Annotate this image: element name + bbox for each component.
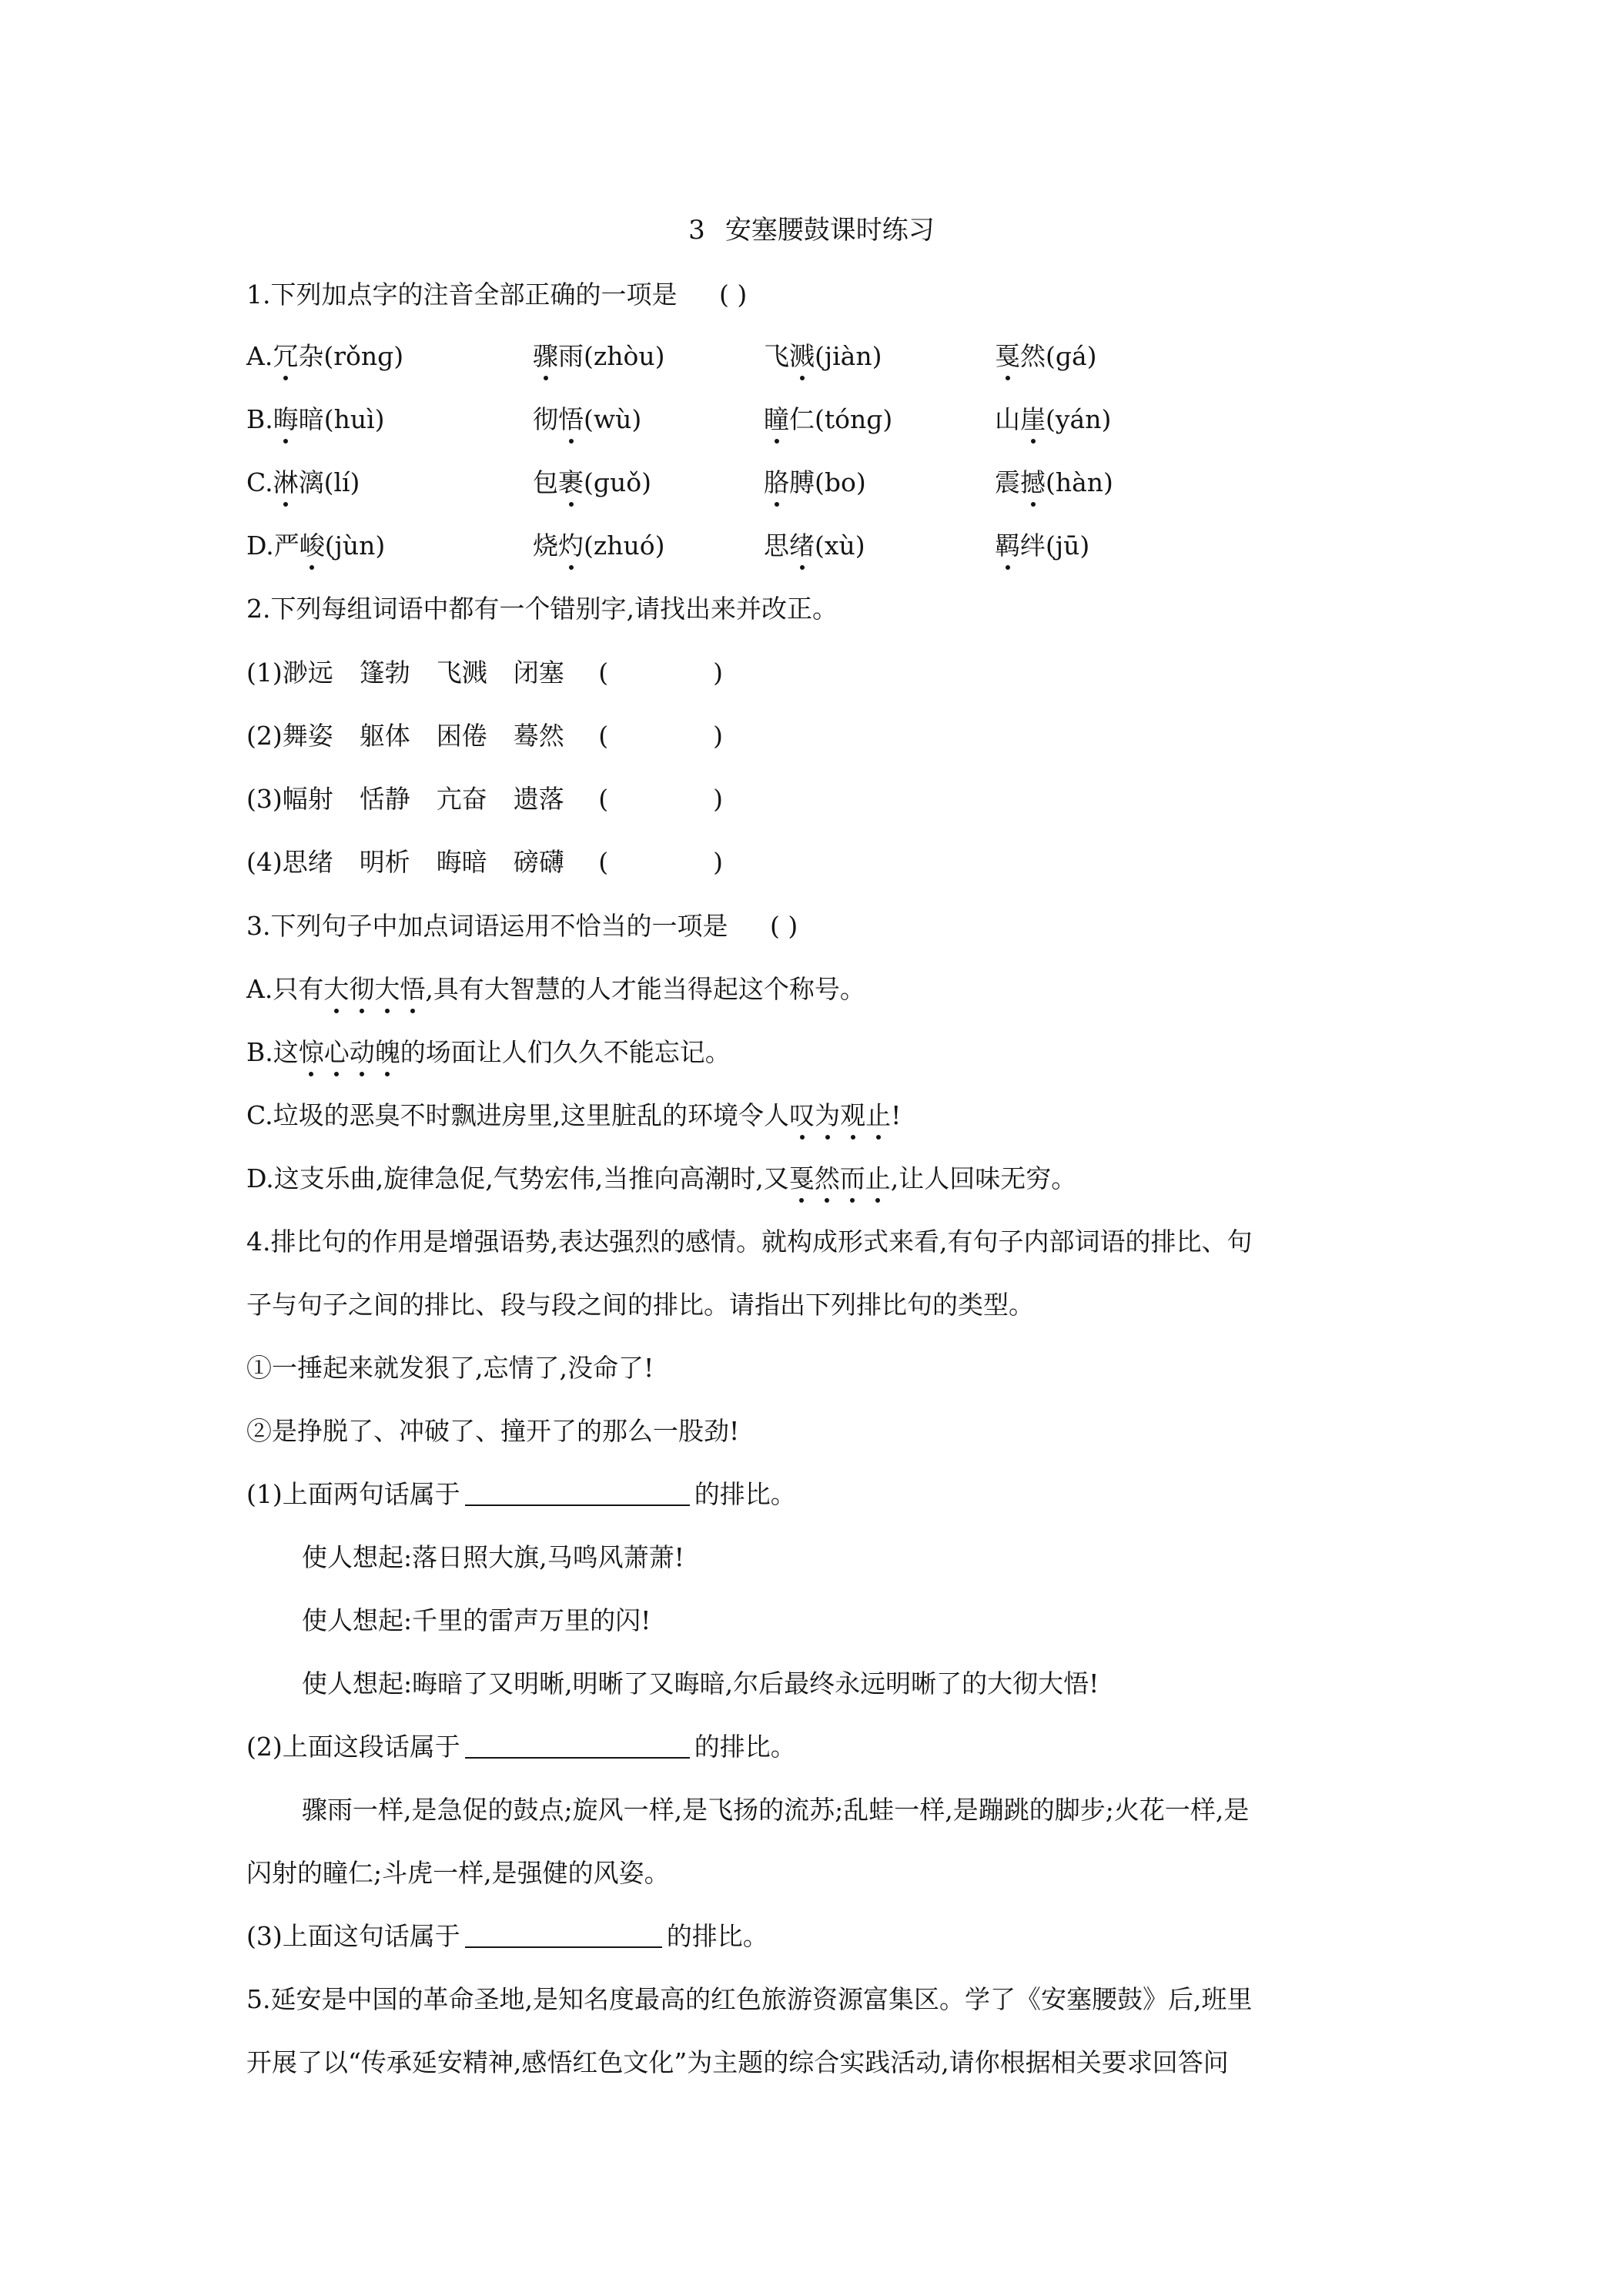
option-item: A.冗杂(rǒnɡ) [246, 339, 403, 374]
q4-stem-line-2: 子与句子之间的排比、段与段之间的排比。请指出下列排比句的类型。 [246, 1290, 1034, 1320]
option-item: 骤雨(zhòu) [533, 339, 665, 374]
emphasis-char: 止 [865, 1098, 891, 1133]
q4-answer-2: (2)上面这段话属于 的排比。 [246, 1732, 796, 1762]
emphasis-char: 叹 [789, 1098, 815, 1133]
q4-passage-line-1: 骤雨一样,是急促的鼓点;旋风一样,是飞扬的流苏;乱蛙一样,是蹦跳的脚步;火花一样,是 [302, 1795, 1250, 1825]
q2-stem: 2.下列每组词语中都有一个错别字,请找出来并改正。 [246, 594, 838, 624]
option-item: 包裹(ɡuǒ) [533, 465, 651, 500]
emphasis-char: 彻 [349, 972, 374, 1007]
q3-stem: 3.下列句子中加点词语运用不恰当的一项是 ( ) [246, 911, 798, 941]
q4-stem-line-1: 4.排比句的作用是增强语势,表达强烈的感情。就构成形式来看,有句子内部词语的排比、句 [246, 1227, 1253, 1257]
emphasis-char: 悟 [400, 972, 425, 1007]
q3-option-d: D.这支乐曲,旋律急促,气势宏伟,当推向高潮时,又戛然而止,让人回味无穷。 [246, 1161, 1076, 1197]
option-item: 胳膊(bo) [764, 465, 866, 500]
emphasized-word [789, 1100, 891, 1130]
q4-paragraph-line: 使人想起:落日照大旗,马鸣风萧萧! [302, 1542, 684, 1572]
answer-paren: ( ) [598, 658, 723, 688]
emphasized-word [299, 1037, 400, 1067]
answer-blank[interactable] [465, 1478, 690, 1506]
emphasis-char: 为 [815, 1098, 840, 1133]
option-item: 瞳仁(tónɡ) [764, 402, 892, 437]
q1-option-b [246, 402, 1401, 437]
emphasized-word [789, 1163, 891, 1193]
emphasis-char: 而 [840, 1161, 865, 1197]
emphasis-char: 惊 [299, 1035, 324, 1070]
option-item: D.严峻(jùn) [246, 528, 385, 564]
emphasis-char: 然 [815, 1161, 840, 1197]
q3-option-b: B.这惊心动魄的场面让人们久久不能忘记。 [246, 1035, 731, 1070]
option-item: 飞溅(jiàn) [764, 339, 882, 374]
q2-group-4: (4)思绪 明析 晦暗 磅礴 ( ) [246, 845, 723, 880]
option-item: 烧灼(zhuó) [533, 528, 665, 564]
option-item: B.晦暗(huì) [246, 402, 385, 437]
emphasis-char: 止 [865, 1161, 891, 1197]
answer-blank[interactable] [465, 1731, 690, 1759]
emphasis-char: 动 [350, 1035, 375, 1070]
q4-sentence-2: ②是挣脱了、冲破了、撞开了的那么一股劲! [246, 1416, 740, 1446]
answer-paren: ( ) [598, 721, 723, 751]
answer-paren: ( ) [719, 279, 748, 310]
option-item: 震撼(hàn) [995, 465, 1113, 500]
page-title [0, 213, 1623, 248]
q1-option-c [246, 465, 1401, 500]
option-item: C.淋漓(lí) [246, 465, 360, 500]
q4-answer-3: (3)上面这句话属于 的排比。 [246, 1921, 768, 1951]
emphasis-char: 心 [324, 1035, 350, 1070]
q1-stem: 1.下列加点字的注音全部正确的一项是 ( ) [246, 279, 748, 310]
q1-option-a [246, 339, 1401, 374]
option-item: 思绪(xù) [764, 528, 865, 564]
emphasis-char: 大 [323, 972, 349, 1007]
emphasized-word [323, 974, 425, 1004]
q4-passage-line-2: 闪射的瞳仁;斗虎一样,是强健的风姿。 [246, 1858, 670, 1888]
answer-paren: ( ) [598, 847, 723, 877]
emphasis-char: 大 [374, 972, 400, 1007]
option-item: 羁绊(jū) [995, 528, 1089, 564]
q2-group-2: (2)舞姿 躯体 困倦 蓦然 ( ) [246, 718, 723, 754]
q4-paragraph-line: 使人想起:晦暗了又明晰,明晰了又晦暗,尔后最终永远明晰了的大彻大悟! [302, 1668, 1099, 1699]
q4-sentence-1: ①一捶起来就发狠了,忘情了,没命了! [246, 1353, 654, 1383]
q5-line-1: 5.延安是中国的革命圣地,是知名度最高的红色旅游资源富集区。学了《安塞腰鼓》后,班里 [246, 1984, 1253, 2014]
emphasis-char: 观 [840, 1098, 865, 1133]
q4-paragraph-line: 使人想起:千里的雷声万里的闪! [302, 1605, 651, 1635]
option-item: 山崖(yán) [995, 402, 1111, 437]
q3-option-c: C.垃圾的恶臭不时飘进房里,这里脏乱的环境令人叹为观止! [246, 1098, 901, 1133]
answer-blank[interactable] [465, 1920, 662, 1948]
q3-option-a: A.只有大彻大悟,具有大智慧的人才能当得起这个称号。 [246, 972, 865, 1007]
q1-option-d [246, 528, 1401, 564]
lesson-number: 3 [688, 215, 705, 246]
lesson-title: 安塞腰鼓课时练习 [724, 215, 935, 246]
q2-group-1: (1)渺远 篷勃 飞溅 闭塞 ( ) [246, 655, 723, 691]
option-item: 戛然(ɡá) [995, 339, 1097, 374]
emphasis-char: 戛 [789, 1161, 815, 1197]
option-item: 彻悟(wù) [533, 402, 641, 437]
q4-answer-1: (1)上面两句话属于 的排比。 [246, 1479, 796, 1509]
answer-paren: ( ) [598, 784, 723, 814]
emphasis-char: 魄 [375, 1035, 400, 1070]
q5-line-2: 开展了以“传承延安精神,感悟红色文化”为主题的综合实践活动,请你根据相关要求回答问 [246, 2047, 1229, 2077]
q2-group-3: (3)幅射 恬静 亢奋 遗落 ( ) [246, 782, 723, 817]
answer-paren: ( ) [770, 911, 798, 941]
